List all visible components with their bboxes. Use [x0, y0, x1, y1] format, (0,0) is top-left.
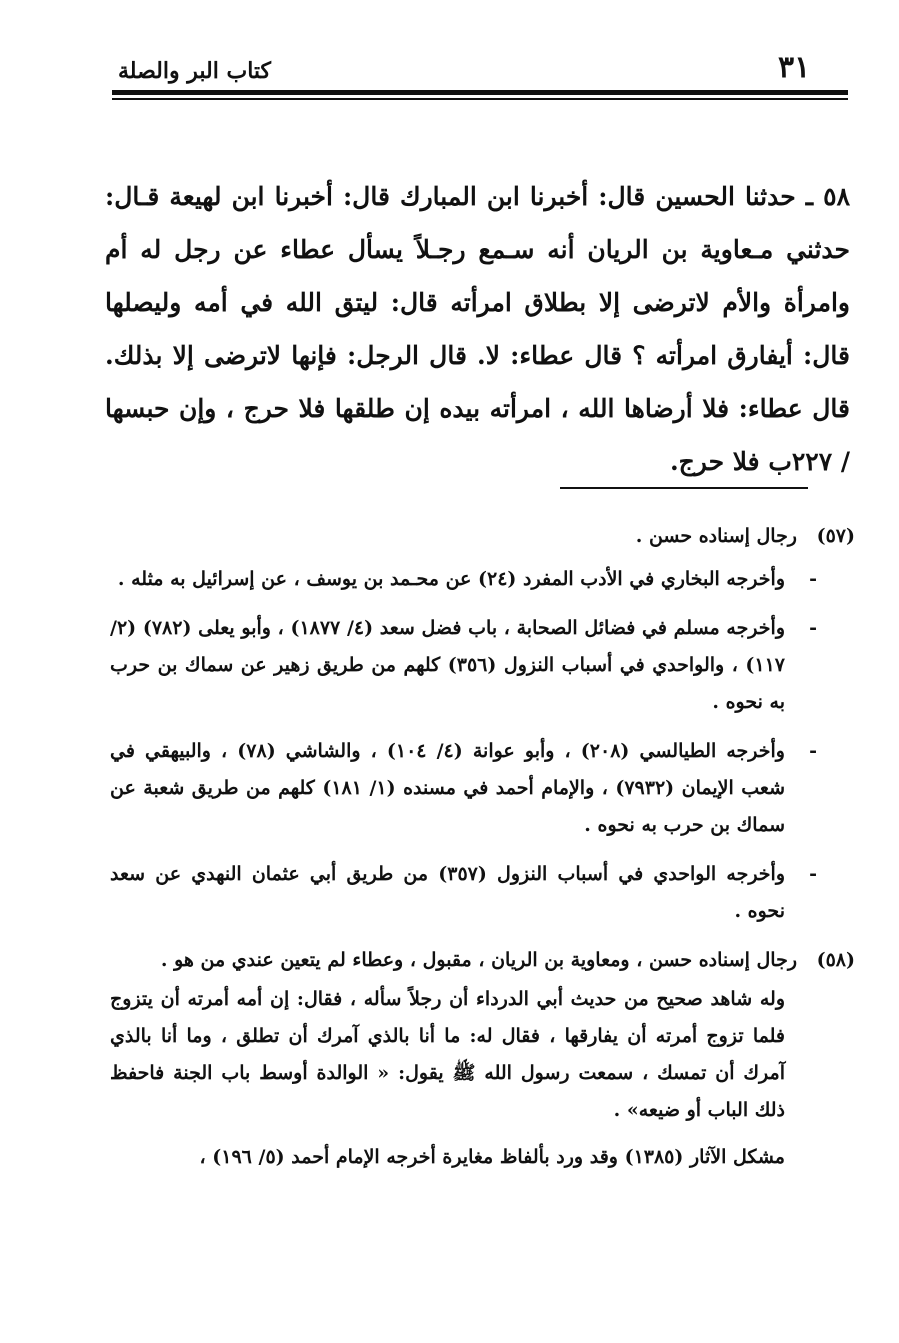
footnotes [110, 518, 855, 1184]
footnote-separator [560, 487, 808, 489]
note-58-paragraph-2: مشكل الآثار (١٣٨٥) وقد ورد بألفاظ مغايرة أخرجه الإمام أحمد (٥/ ١٩٦) ، [199, 1146, 785, 1168]
note-57-item-4 [110, 856, 855, 930]
header-rule-thin [112, 98, 848, 100]
page-number: ٣١ [778, 50, 811, 85]
note-57-item-3-text: وأخرجه الطيالسي (٢٠٨) ، وأبو عوانة (٤/ ١٠٤) ، والشاشي (٧٨) ، والبيهقي في شعب الإيمان (٧٩٣٢) ، والإمام أحمد في مسنده (١/ ١٨١) كلهم من طريق شعبة عن سماك بن حرب به نحوه . [110, 740, 785, 836]
note-57-item-2-text: وأخرجه مسلم في فضائل الصحابة ، باب فضل سعد (٤/ ١٨٧٧) ، وأبو يعلى (٧٨٢) (٢/ ١١٧) ، والواحدي في أسباب النزول (٣٥٦) كلهم من طريق زهير عن سماك بن حرب به نحوه . [110, 617, 785, 713]
note-57-item-1-text: وأخرجه البخاري في الأدب المفرد (٢٤) عن محـمد بن يوسف ، عن إسرائيل به مثله . [117, 568, 785, 590]
note-57-number: (٥٧) [816, 525, 855, 547]
list-dash: - [809, 568, 817, 590]
note-57-item-3 [110, 733, 855, 844]
hadith-text: حدثنا الحسين قال: أخبرنا ابن المبارك قال: أخبرنا ابن لهيعة قـال: حدثني مـعاوية بن الريان أنه سـمع رجـلاً يسأل عطاء عن رجل له أم وامرأة والأم لاترضى إلا بطلاق امرأته قال: ليتق الله في أمه وليصلها قال: أيفارق امرأته ؟ قال عطاء: لا. قال الرجل: فإنها لاترضى إلا بذلك. قال عطاء: فلا أرضاها الله ، امرأته بيده إن طلقها فلا حرج ، وإن حبسها / ٢٢٧ب فلا حرج. [105, 182, 850, 476]
note-57-item-1 [110, 561, 855, 598]
note-58-number: (٥٨) [816, 949, 855, 971]
header-rule-thick [112, 90, 848, 95]
list-dash: - [809, 617, 817, 639]
note-58-heading-text: رجال إسناده حسن ، ومعاوية بن الريان ، مقبول ، وعطاء لم يتعين عندي من هو . [160, 949, 797, 971]
running-title: كتاب البر والصلة [118, 58, 272, 84]
note-57-item-2 [110, 610, 855, 721]
note-57-item-4-text: وأخرجه الواحدي في أسباب النزول (٣٥٧) من طريق أبي عثمان النهدي عن سعد نحوه . [110, 863, 785, 922]
hadith-58-text-block [105, 170, 850, 488]
list-dash: - [809, 863, 817, 885]
note-58-paragraph-1: وله شاهد صحيح من حديث أبي الدرداء أن رجلاً سأله ، فقال: إن أمه أمرته أن يتزوج فلما تزوج أمرته أن يفارقها ، فقال له: ما أنا بالذي آمرك أن تطلق ، وما أنا بالذي آمرك أن تمسك ، سمعت رسول الله ﷺ يقول: « الوالدة أوسط باب الجنة فاحفظ ذلك الباب أو ضيعه» . [110, 988, 785, 1121]
note-57-heading [110, 518, 855, 555]
note-58-heading [110, 942, 855, 979]
list-dash: - [809, 740, 817, 762]
note-57-heading-text: رجال إسناده حسن . [635, 525, 797, 547]
hadith-number: ٥٨ ـ [805, 182, 851, 211]
